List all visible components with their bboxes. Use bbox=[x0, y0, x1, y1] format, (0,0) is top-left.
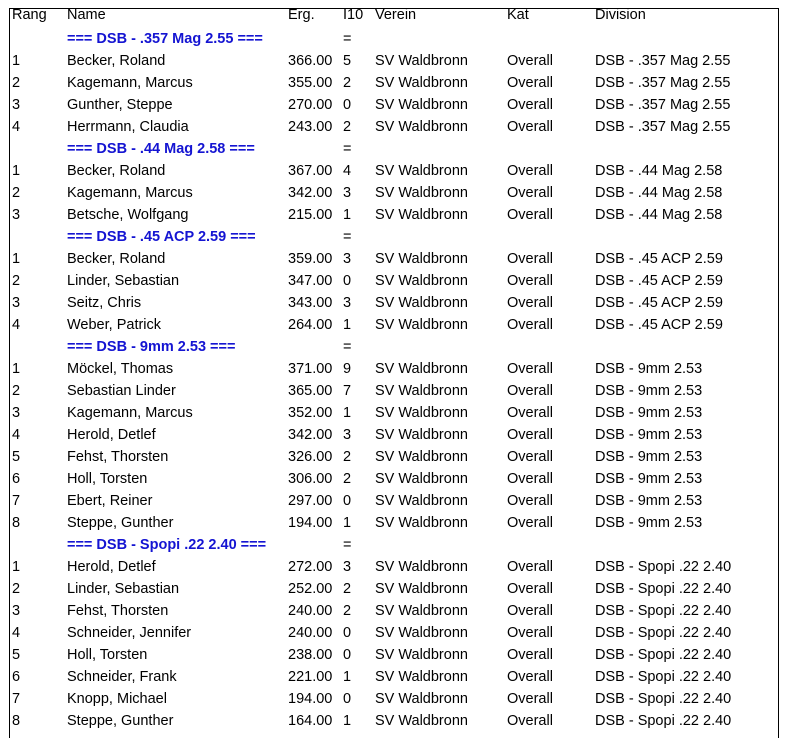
name-cell: Becker, Roland bbox=[67, 251, 166, 267]
i10-cell: 4 bbox=[343, 163, 352, 179]
i10-cell: 3 bbox=[343, 559, 352, 575]
table-row bbox=[0, 622, 802, 644]
club-cell: SV Waldbronn bbox=[375, 449, 468, 465]
i10-cell: 0 bbox=[343, 647, 352, 663]
category-cell: Overall bbox=[507, 207, 553, 223]
table-row bbox=[0, 94, 802, 116]
table-row bbox=[0, 688, 802, 710]
club-cell: SV Waldbronn bbox=[375, 295, 468, 311]
division-cell: DSB - .357 Mag 2.55 bbox=[595, 119, 731, 135]
club-cell: SV Waldbronn bbox=[375, 713, 468, 729]
name-cell: Weber, Patrick bbox=[67, 317, 162, 333]
category-cell: Overall bbox=[507, 449, 553, 465]
i10-cell: 3 bbox=[343, 251, 352, 267]
club-cell: SV Waldbronn bbox=[375, 251, 468, 267]
score-cell: 194.00 bbox=[288, 691, 333, 707]
club-cell: SV Waldbronn bbox=[375, 515, 468, 531]
group-title: === DSB - 9mm 2.53 === bbox=[67, 339, 236, 355]
division-cell: DSB - 9mm 2.53 bbox=[595, 427, 703, 443]
table-row bbox=[0, 556, 802, 578]
club-cell: SV Waldbronn bbox=[375, 625, 468, 641]
score-cell: 367.00 bbox=[288, 163, 333, 179]
score-cell: 371.00 bbox=[288, 361, 333, 377]
division-cell: DSB - 9mm 2.53 bbox=[595, 361, 703, 377]
club-cell: SV Waldbronn bbox=[375, 163, 468, 179]
group-header-row bbox=[0, 28, 802, 50]
club-cell: SV Waldbronn bbox=[375, 427, 468, 443]
category-cell: Overall bbox=[507, 427, 553, 443]
category-cell: Overall bbox=[507, 295, 553, 311]
column-header-division: Division bbox=[595, 7, 646, 23]
name-cell: Holl, Torsten bbox=[67, 471, 148, 487]
group-header-row bbox=[0, 138, 802, 160]
i10-cell: 0 bbox=[343, 691, 352, 707]
division-cell: DSB - .44 Mag 2.58 bbox=[595, 185, 723, 201]
club-cell: SV Waldbronn bbox=[375, 581, 468, 597]
group-title: === DSB - .357 Mag 2.55 === bbox=[67, 31, 263, 47]
category-cell: Overall bbox=[507, 471, 553, 487]
score-cell: 342.00 bbox=[288, 185, 333, 201]
category-cell: Overall bbox=[507, 691, 553, 707]
group-header-row bbox=[0, 336, 802, 358]
i10-cell: 0 bbox=[343, 97, 352, 113]
table-row bbox=[0, 600, 802, 622]
i10-cell: 2 bbox=[343, 75, 352, 91]
table-row bbox=[0, 160, 802, 182]
table-row bbox=[0, 358, 802, 380]
score-cell: 343.00 bbox=[288, 295, 333, 311]
category-cell: Overall bbox=[507, 75, 553, 91]
rank-cell: 3 bbox=[12, 405, 21, 421]
name-cell: Kagemann, Marcus bbox=[67, 405, 193, 421]
club-cell: SV Waldbronn bbox=[375, 53, 468, 69]
name-cell: Schneider, Frank bbox=[67, 669, 177, 685]
category-cell: Overall bbox=[507, 97, 553, 113]
i10-cell: 2 bbox=[343, 449, 352, 465]
column-header-i10: I10 bbox=[343, 7, 364, 23]
category-cell: Overall bbox=[507, 383, 553, 399]
club-cell: SV Waldbronn bbox=[375, 471, 468, 487]
name-cell: Steppe, Gunther bbox=[67, 713, 174, 729]
i10-cell: 3 bbox=[343, 295, 352, 311]
group-title: === DSB - Spopi .22 2.40 === bbox=[67, 537, 267, 553]
column-header-name: Name bbox=[67, 7, 106, 23]
category-cell: Overall bbox=[507, 625, 553, 641]
club-cell: SV Waldbronn bbox=[375, 361, 468, 377]
club-cell: SV Waldbronn bbox=[375, 317, 468, 333]
name-cell: Linder, Sebastian bbox=[67, 581, 180, 597]
category-cell: Overall bbox=[507, 361, 553, 377]
i10-cell: 0 bbox=[343, 493, 352, 509]
table-row bbox=[0, 424, 802, 446]
division-cell: DSB - .357 Mag 2.55 bbox=[595, 75, 731, 91]
rank-cell: 1 bbox=[12, 163, 21, 179]
category-cell: Overall bbox=[507, 405, 553, 421]
table-row bbox=[0, 72, 802, 94]
column-header-kat: Kat bbox=[507, 7, 529, 23]
i10-cell: 1 bbox=[343, 713, 352, 729]
table-row bbox=[0, 204, 802, 226]
score-cell: 272.00 bbox=[288, 559, 333, 575]
division-cell: DSB - .357 Mag 2.55 bbox=[595, 53, 731, 69]
rank-cell: 4 bbox=[12, 625, 21, 641]
score-cell: 264.00 bbox=[288, 317, 333, 333]
score-cell: 243.00 bbox=[288, 119, 333, 135]
category-cell: Overall bbox=[507, 647, 553, 663]
i10-cell: 0 bbox=[343, 273, 352, 289]
club-cell: SV Waldbronn bbox=[375, 273, 468, 289]
i10-cell: 2 bbox=[343, 471, 352, 487]
rank-cell: 3 bbox=[12, 295, 21, 311]
score-cell: 347.00 bbox=[288, 273, 333, 289]
score-cell: 366.00 bbox=[288, 53, 333, 69]
table-row bbox=[0, 578, 802, 600]
name-cell: Kagemann, Marcus bbox=[67, 75, 193, 91]
rank-cell: 4 bbox=[12, 427, 21, 443]
table-row bbox=[0, 644, 802, 666]
i10-cell: 2 bbox=[343, 603, 352, 619]
category-cell: Overall bbox=[507, 163, 553, 179]
table-row bbox=[0, 116, 802, 138]
i10-cell: 5 bbox=[343, 53, 352, 69]
name-cell: Herold, Detlef bbox=[67, 559, 156, 575]
i10-cell: 1 bbox=[343, 669, 352, 685]
name-cell: Betsche, Wolfgang bbox=[67, 207, 189, 223]
score-cell: 365.00 bbox=[288, 383, 333, 399]
column-header-erg: Erg. bbox=[288, 7, 315, 23]
division-cell: DSB - Spopi .22 2.40 bbox=[595, 603, 732, 619]
name-cell: Herrmann, Claudia bbox=[67, 119, 189, 135]
column-header-rang: Rang bbox=[12, 7, 47, 23]
i10-cell: 3 bbox=[343, 185, 352, 201]
table-row bbox=[0, 182, 802, 204]
division-cell: DSB - .357 Mag 2.55 bbox=[595, 97, 731, 113]
name-cell: Gunther, Steppe bbox=[67, 97, 173, 113]
i10-cell: 1 bbox=[343, 515, 352, 531]
rank-cell: 2 bbox=[12, 273, 21, 289]
score-cell: 164.00 bbox=[288, 713, 333, 729]
club-cell: SV Waldbronn bbox=[375, 207, 468, 223]
club-cell: SV Waldbronn bbox=[375, 559, 468, 575]
name-cell: Ebert, Reiner bbox=[67, 493, 153, 509]
table-row bbox=[0, 270, 802, 292]
division-cell: DSB - 9mm 2.53 bbox=[595, 449, 703, 465]
category-cell: Overall bbox=[507, 713, 553, 729]
table-row bbox=[0, 50, 802, 72]
rank-cell: 6 bbox=[12, 669, 21, 685]
rank-cell: 4 bbox=[12, 317, 21, 333]
division-cell: DSB - 9mm 2.53 bbox=[595, 471, 703, 487]
name-cell: Fehst, Thorsten bbox=[67, 603, 169, 619]
group-marker: = bbox=[343, 229, 352, 245]
score-cell: 306.00 bbox=[288, 471, 333, 487]
division-cell: DSB - .44 Mag 2.58 bbox=[595, 163, 723, 179]
division-cell: DSB - Spopi .22 2.40 bbox=[595, 559, 732, 575]
name-cell: Linder, Sebastian bbox=[67, 273, 180, 289]
rank-cell: 3 bbox=[12, 603, 21, 619]
name-cell: Seitz, Chris bbox=[67, 295, 142, 311]
rank-cell: 5 bbox=[12, 647, 21, 663]
group-title: === DSB - .45 ACP 2.59 === bbox=[67, 229, 256, 245]
division-cell: DSB - Spopi .22 2.40 bbox=[595, 647, 732, 663]
name-cell: Sebastian Linder bbox=[67, 383, 176, 399]
score-cell: 252.00 bbox=[288, 581, 333, 597]
i10-cell: 1 bbox=[343, 317, 352, 333]
rank-cell: 2 bbox=[12, 185, 21, 201]
i10-cell: 3 bbox=[343, 427, 352, 443]
division-cell: DSB - 9mm 2.53 bbox=[595, 405, 703, 421]
category-cell: Overall bbox=[507, 317, 553, 333]
score-cell: 238.00 bbox=[288, 647, 333, 663]
score-cell: 342.00 bbox=[288, 427, 333, 443]
rank-cell: 4 bbox=[12, 119, 21, 135]
division-cell: DSB - Spopi .22 2.40 bbox=[595, 691, 732, 707]
division-cell: DSB - Spopi .22 2.40 bbox=[595, 713, 732, 729]
name-cell: Steppe, Gunther bbox=[67, 515, 174, 531]
i10-cell: 7 bbox=[343, 383, 352, 399]
group-title: === DSB - .44 Mag 2.58 === bbox=[67, 141, 255, 157]
table-row bbox=[0, 248, 802, 270]
i10-cell: 9 bbox=[343, 361, 352, 377]
group-marker: = bbox=[343, 141, 352, 157]
rank-cell: 3 bbox=[12, 97, 21, 113]
name-cell: Schneider, Jennifer bbox=[67, 625, 192, 641]
rank-cell: 1 bbox=[12, 559, 21, 575]
club-cell: SV Waldbronn bbox=[375, 647, 468, 663]
table-row bbox=[0, 490, 802, 512]
table-row bbox=[0, 446, 802, 468]
score-cell: 215.00 bbox=[288, 207, 333, 223]
division-cell: DSB - .45 ACP 2.59 bbox=[595, 295, 723, 311]
category-cell: Overall bbox=[507, 185, 553, 201]
i10-cell: 2 bbox=[343, 581, 352, 597]
name-cell: Becker, Roland bbox=[67, 163, 166, 179]
name-cell: Knopp, Michael bbox=[67, 691, 167, 707]
table-row bbox=[0, 292, 802, 314]
score-cell: 240.00 bbox=[288, 625, 333, 641]
division-cell: DSB - Spopi .22 2.40 bbox=[595, 625, 732, 641]
division-cell: DSB - 9mm 2.53 bbox=[595, 383, 703, 399]
division-cell: DSB - .45 ACP 2.59 bbox=[595, 251, 723, 267]
club-cell: SV Waldbronn bbox=[375, 405, 468, 421]
score-cell: 359.00 bbox=[288, 251, 333, 267]
club-cell: SV Waldbronn bbox=[375, 119, 468, 135]
name-cell: Kagemann, Marcus bbox=[67, 185, 193, 201]
rank-cell: 2 bbox=[12, 75, 21, 91]
category-cell: Overall bbox=[507, 53, 553, 69]
club-cell: SV Waldbronn bbox=[375, 383, 468, 399]
score-cell: 326.00 bbox=[288, 449, 333, 465]
column-header-verein: Verein bbox=[375, 7, 417, 23]
group-marker: = bbox=[343, 339, 352, 355]
rank-cell: 1 bbox=[12, 361, 21, 377]
score-cell: 355.00 bbox=[288, 75, 333, 91]
score-cell: 270.00 bbox=[288, 97, 333, 113]
category-cell: Overall bbox=[507, 273, 553, 289]
division-cell: DSB - .45 ACP 2.59 bbox=[595, 273, 723, 289]
rank-cell: 7 bbox=[12, 691, 21, 707]
rank-cell: 1 bbox=[12, 53, 21, 69]
division-cell: DSB - .44 Mag 2.58 bbox=[595, 207, 723, 223]
rank-cell: 8 bbox=[12, 515, 21, 531]
category-cell: Overall bbox=[507, 603, 553, 619]
score-cell: 194.00 bbox=[288, 515, 333, 531]
club-cell: SV Waldbronn bbox=[375, 691, 468, 707]
i10-cell: 1 bbox=[343, 207, 352, 223]
table-row bbox=[0, 666, 802, 688]
i10-cell: 0 bbox=[343, 625, 352, 641]
category-cell: Overall bbox=[507, 493, 553, 509]
rank-cell: 3 bbox=[12, 207, 21, 223]
i10-cell: 1 bbox=[343, 405, 352, 421]
score-cell: 297.00 bbox=[288, 493, 333, 509]
score-cell: 352.00 bbox=[288, 405, 333, 421]
club-cell: SV Waldbronn bbox=[375, 493, 468, 509]
category-cell: Overall bbox=[507, 581, 553, 597]
category-cell: Overall bbox=[507, 559, 553, 575]
table-row bbox=[0, 512, 802, 534]
division-cell: DSB - 9mm 2.53 bbox=[595, 493, 703, 509]
score-cell: 240.00 bbox=[288, 603, 333, 619]
rank-cell: 2 bbox=[12, 383, 21, 399]
score-cell: 221.00 bbox=[288, 669, 333, 685]
table-header-row bbox=[0, 6, 802, 28]
table-row bbox=[0, 402, 802, 424]
rank-cell: 8 bbox=[12, 713, 21, 729]
division-cell: DSB - .45 ACP 2.59 bbox=[595, 317, 723, 333]
rank-cell: 6 bbox=[12, 471, 21, 487]
table-row bbox=[0, 380, 802, 402]
group-header-row bbox=[0, 226, 802, 248]
name-cell: Holl, Torsten bbox=[67, 647, 148, 663]
group-header-row bbox=[0, 534, 802, 556]
club-cell: SV Waldbronn bbox=[375, 75, 468, 91]
rank-cell: 1 bbox=[12, 251, 21, 267]
name-cell: Fehst, Thorsten bbox=[67, 449, 169, 465]
division-cell: DSB - Spopi .22 2.40 bbox=[595, 581, 732, 597]
group-marker: = bbox=[343, 31, 352, 47]
rank-cell: 2 bbox=[12, 581, 21, 597]
i10-cell: 2 bbox=[343, 119, 352, 135]
rank-cell: 7 bbox=[12, 493, 21, 509]
name-cell: Becker, Roland bbox=[67, 53, 166, 69]
club-cell: SV Waldbronn bbox=[375, 185, 468, 201]
division-cell: DSB - Spopi .22 2.40 bbox=[595, 669, 732, 685]
table-row bbox=[0, 710, 802, 732]
club-cell: SV Waldbronn bbox=[375, 669, 468, 685]
category-cell: Overall bbox=[507, 515, 553, 531]
group-marker: = bbox=[343, 537, 352, 553]
club-cell: SV Waldbronn bbox=[375, 603, 468, 619]
name-cell: Herold, Detlef bbox=[67, 427, 156, 443]
name-cell: Möckel, Thomas bbox=[67, 361, 174, 377]
category-cell: Overall bbox=[507, 669, 553, 685]
table-row bbox=[0, 314, 802, 336]
division-cell: DSB - 9mm 2.53 bbox=[595, 515, 703, 531]
rank-cell: 5 bbox=[12, 449, 21, 465]
category-cell: Overall bbox=[507, 251, 553, 267]
table-row bbox=[0, 468, 802, 490]
category-cell: Overall bbox=[507, 119, 553, 135]
club-cell: SV Waldbronn bbox=[375, 97, 468, 113]
